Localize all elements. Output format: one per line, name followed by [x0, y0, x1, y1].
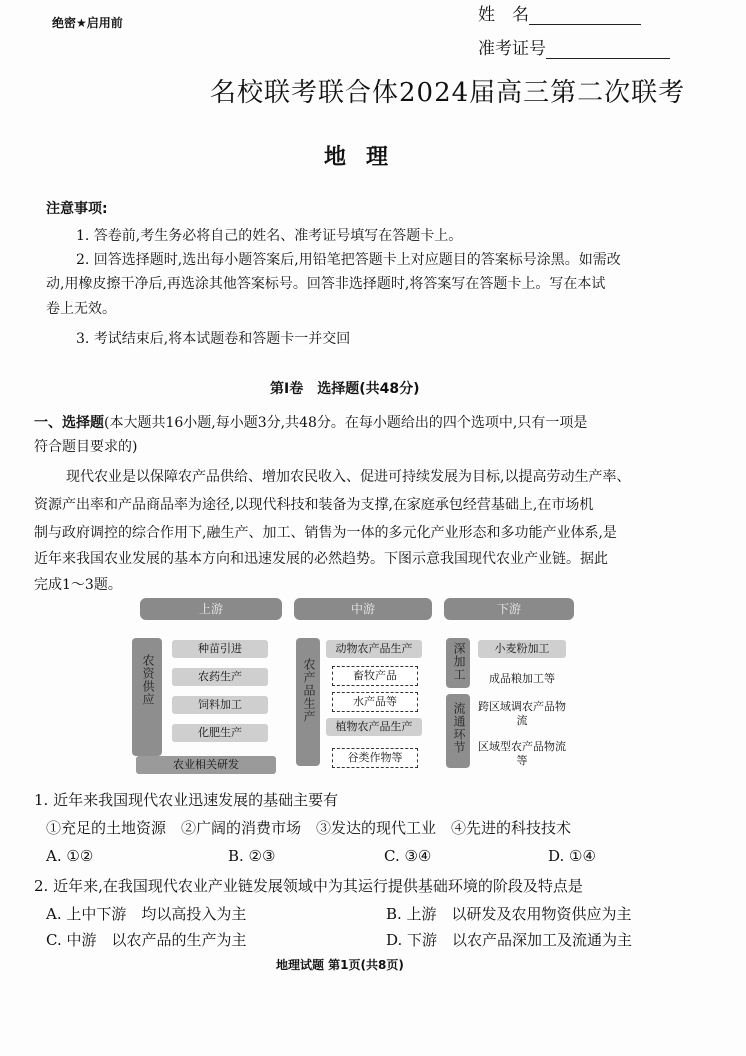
subject-title: 地理 — [324, 144, 409, 170]
part-instructions-line: (本大题共16小题,每小题3分,共48分。在每小题给出的四个选项中,只有一项是 — [104, 415, 588, 431]
upstream-band: 上游 — [140, 598, 282, 620]
deep-processing-label: 深加工 — [452, 642, 466, 681]
option-c[interactable]: C. 中游 以农产品的生产为主 — [46, 931, 247, 949]
notice-item: 卷上无效。 — [46, 301, 116, 317]
downstream-band: 下游 — [444, 598, 574, 620]
circulation-item: 区域型农产品物流等 — [478, 740, 566, 767]
exam-number-blank[interactable] — [546, 40, 670, 59]
midstream-band: 中游 — [294, 598, 432, 620]
midstream-item: 水产品等 — [332, 692, 418, 712]
notice-item: 2. 回答选择题时,选出每小题答案后,用铅笔把答题卡上对应题目的答案标号涂黑。如需改 — [76, 252, 621, 268]
passage-line: 近年来我国农业发展的基本方向和迅速发展的必然趋势。下图示意我国现代农业产业链。据此 — [34, 551, 608, 567]
deep-processing-item: 成品粮加工等 — [489, 672, 555, 685]
passage-line: 现代农业是以保障农产品供给、增加农民收入、促进可持续发展为目标,以提高劳动生产率、 — [66, 469, 631, 485]
question-statements: ①充足的土地资源 ②广阔的消费市场 ③发达的现代工业 ④先进的科技技术 — [46, 819, 572, 837]
option-c[interactable]: C. ③④ — [384, 847, 432, 865]
question-stem: 1. 近年来我国现代农业迅速发展的基础主要有 — [34, 791, 339, 809]
name-label: 姓 名 — [478, 5, 529, 25]
upstream-item: 种苗引进 — [172, 640, 268, 658]
notice-item: 动,用橡皮擦干净后,再选涂其他答案标号。回答非选择题时,将答案写在答题卡上。写在本试 — [46, 276, 606, 292]
question-stem: 2. 近年来,在我国现代农业产业链发展领域中为其运行提供基础环境的阶段及特点是 — [34, 877, 583, 895]
page-footer: 地理试题 第1页(共8页) — [276, 958, 404, 972]
passage-line: 制与政府调控的综合作用下,融生产、加工、销售为一体的多元化产业形态和多功能产业体系,是 — [34, 525, 617, 541]
notice-item: 1. 答卷前,考生务必将自己的姓名、准考证号填写在答题卡上。 — [76, 228, 463, 244]
option-b[interactable]: B. ②③ — [228, 847, 276, 865]
option-b[interactable]: B. 上游 以研发及农用物资供应为主 — [386, 905, 632, 923]
upstream-research-bar: 农业相关研发 — [136, 756, 276, 774]
part-instructions — [34, 410, 587, 436]
upstream-item: 化肥生产 — [172, 724, 268, 742]
midstream-item: 谷类作物等 — [332, 748, 418, 768]
deep-processing-item: 小麦粉加工 — [478, 640, 566, 658]
passage-line: 完成1～3题。 — [34, 577, 122, 593]
midstream-item: 畜牧产品 — [332, 666, 418, 686]
part-instructions-line: 符合题目要求的) — [34, 439, 138, 455]
circulation-label: 流通环节 — [452, 702, 466, 754]
circulation-item: 跨区域调农产品物流 — [478, 700, 566, 727]
notice-item: 3. 考试结束后,将本试题卷和答题卡一并交回 — [76, 331, 351, 347]
upstream-item: 饲料加工 — [172, 696, 268, 714]
option-a[interactable]: A. ①② — [46, 847, 94, 865]
midstream-item: 动物农产品生产 — [326, 640, 422, 658]
exam-number-label: 准考证号 — [478, 39, 546, 59]
notice-heading: 注意事项: — [46, 201, 108, 217]
name-field — [478, 0, 641, 25]
upstream-side-label: 农资供应 — [141, 654, 155, 706]
part-heading: 一、选择题 — [34, 415, 104, 431]
midstream-item: 植物农产品生产 — [326, 718, 422, 736]
exam-title: 名校联考联合体2024届高三第二次联考 — [210, 78, 686, 108]
option-d[interactable]: D. 下游 以农产品深加工及流通为主 — [386, 931, 633, 949]
passage-line: 资源产出率和产品商品率为途径,以现代科技和装备为支撑,在家庭承包经营基础上,在市场机 — [34, 497, 594, 513]
section-title: 第Ⅰ卷 选择题(共48分) — [270, 381, 420, 397]
name-blank[interactable] — [529, 6, 641, 25]
option-d[interactable]: D. ①④ — [548, 847, 596, 865]
upstream-item: 农药生产 — [172, 668, 268, 686]
confidential-label: 绝密★启用前 — [52, 16, 123, 30]
agri-chain-diagram — [132, 598, 576, 780]
exam-number-field — [478, 34, 670, 59]
midstream-side-label: 农产品生产 — [302, 658, 316, 723]
option-a[interactable]: A. 上中下游 均以高投入为主 — [46, 905, 247, 923]
